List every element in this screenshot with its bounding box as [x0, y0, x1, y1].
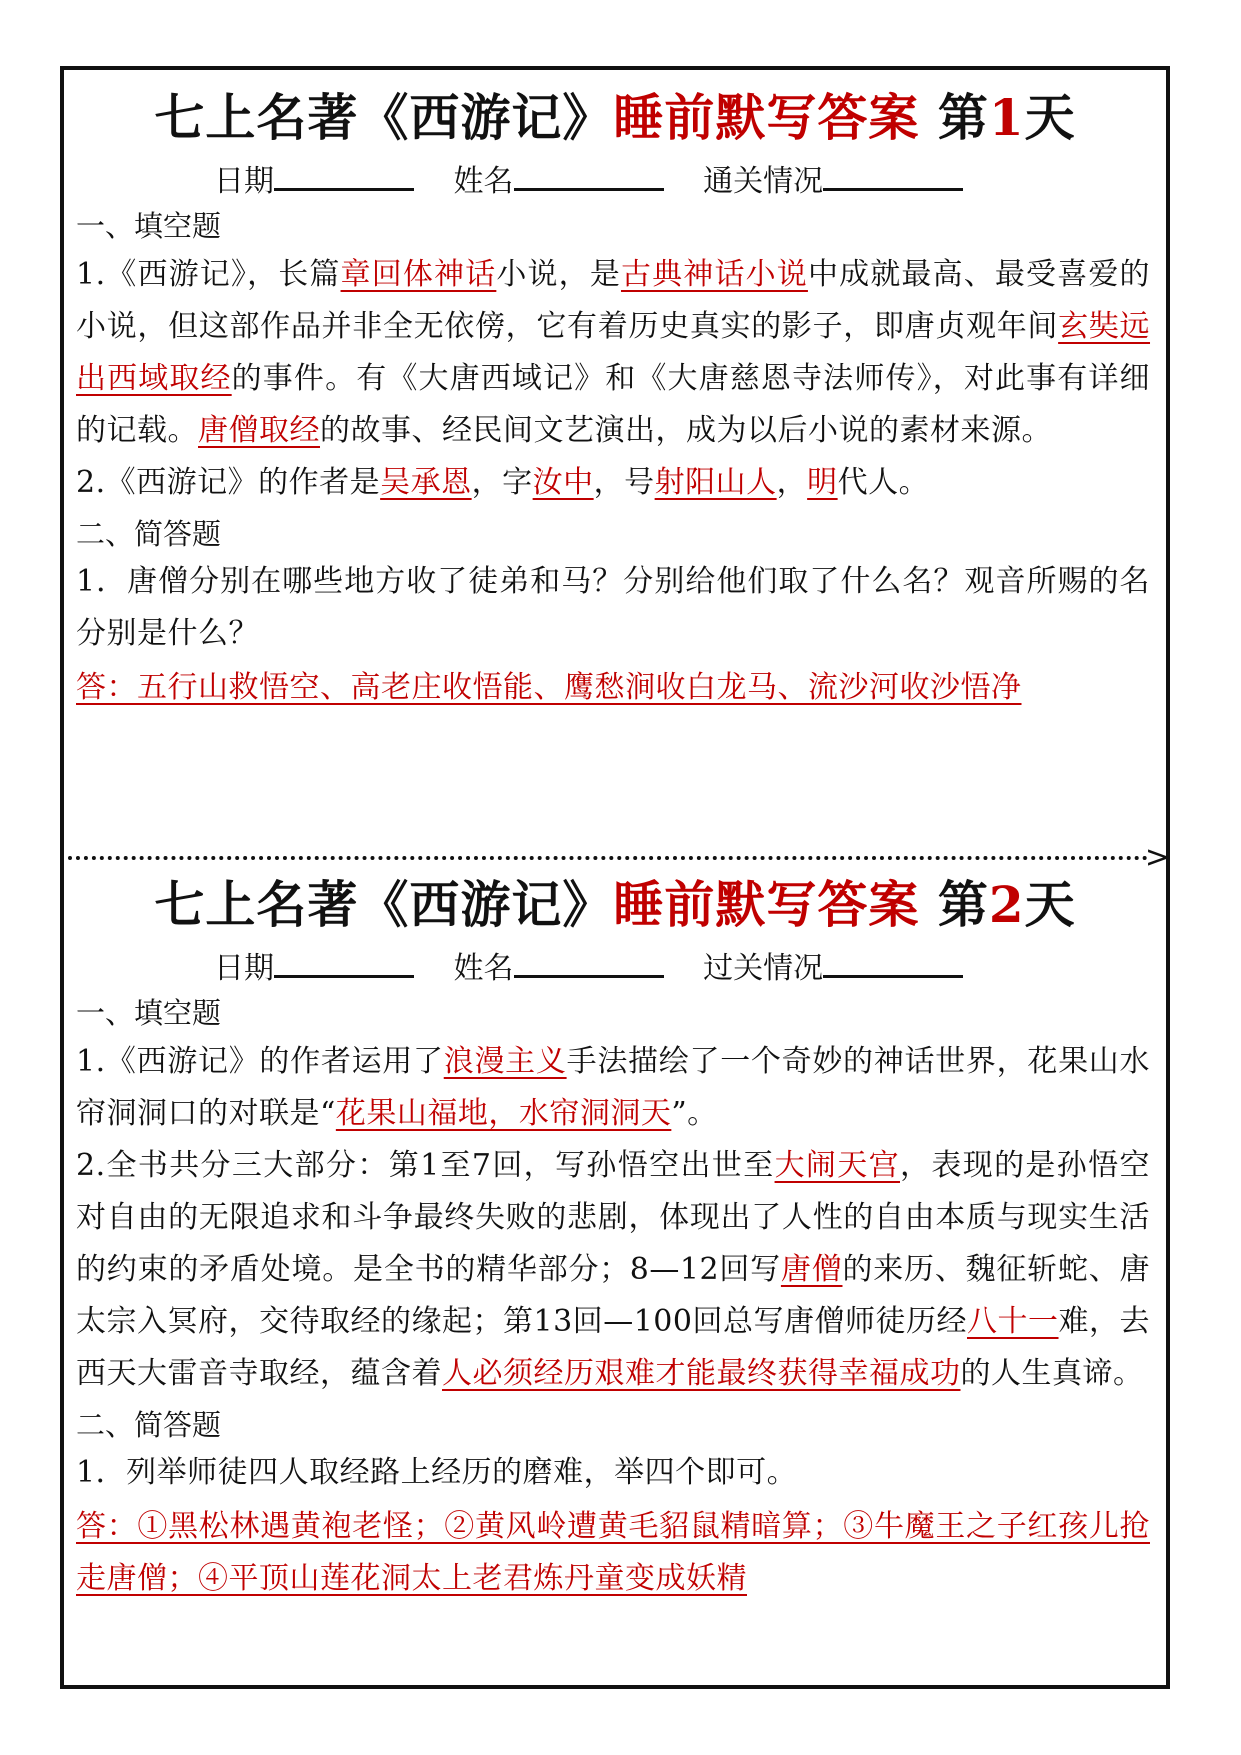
- day1-q2-text: 代人。: [837, 464, 930, 500]
- day2-q2-text: 2.全书共分三大部分：第1至7回，写孙悟空出世至: [76, 1147, 775, 1183]
- day1-name-blank[interactable]: [514, 158, 664, 191]
- day1-fill-heading: 一、填空题: [76, 209, 222, 243]
- day2-q2-answer3: 八十一: [967, 1303, 1059, 1339]
- day1-q2-answer3: 射阳山人: [654, 464, 777, 500]
- day2-name-label: 姓名: [453, 951, 514, 986]
- day2-title-day-number: 2: [988, 875, 1025, 934]
- day2-q3: 1．列举师徒四人取经路上经历的磨难，举四个即可。: [76, 1455, 798, 1490]
- arrow-right-icon: >: [1144, 840, 1170, 875]
- day1-meta-row: [214, 158, 1241, 201]
- day2-name-blank[interactable]: [514, 945, 664, 978]
- day2-q2-answer1: 大闹天宫: [774, 1147, 900, 1183]
- day1-name-label: 姓名: [453, 164, 514, 199]
- day1-q1-answer4: 唐僧取经: [198, 412, 320, 448]
- day1-q1: [64, 249, 1166, 457]
- day1-q3: 1．唐僧分别在哪些地方收了徒弟和马？分别给他们取了什么名？观音所赐的名分别是什么？: [76, 564, 1150, 651]
- day2-q1-text: ”。: [671, 1095, 718, 1131]
- day2-q2-text: 的人生真谛。: [960, 1355, 1144, 1391]
- day1-q1-text: 小说，是: [496, 256, 621, 292]
- day1-q1-answer2: 古典神话小说: [620, 256, 808, 292]
- day2-status-label: 过关情况: [703, 951, 824, 986]
- day2-q2-text: 难，去西天大雷音寺取经，蕴含着: [76, 1303, 1151, 1391]
- day2-date-blank[interactable]: [274, 945, 414, 978]
- day2-status-blank[interactable]: [823, 945, 963, 978]
- day2-fill-heading: 一、填空题: [76, 996, 222, 1030]
- day1-q1-text: 中成就最高、最受喜爱的小说，但这部作品并非全无依傍，它有着历史真实的影子，即唐贞观年间: [76, 256, 1151, 344]
- day1-q3-answer: 答：五行山救悟空、高老庄收悟能、鹰愁涧收白龙马、流沙河收沙悟净: [76, 670, 1022, 705]
- day1-date-blank[interactable]: [274, 158, 414, 191]
- day1-title-day-number: 1: [988, 88, 1025, 147]
- day2-q1-text: 手法描绘了一个奇妙的神话世界，花果山水帘洞洞口的对联是“: [76, 1043, 1151, 1131]
- day2-title-book: 七上名著《西游记》: [154, 875, 614, 934]
- day2-q1-answer2: 花果山福地，水帘洞洞天: [335, 1095, 672, 1131]
- day1-q2-text: ，: [776, 464, 808, 500]
- day1-q2-answer2: 汝中: [532, 464, 594, 500]
- day1-title: [64, 88, 1166, 148]
- day1-q2-text: 2.《西游记》的作者是: [76, 464, 381, 500]
- day2-section: [64, 875, 1166, 1605]
- day2-q3-answer: 答：①黑松林遇黄袍老怪；②黄风岭遭黄毛貂鼠精暗算；③牛魔王之子红孩儿抢走唐僧；④平顶山莲花洞太上老君炼丹童变成妖精: [76, 1509, 1150, 1596]
- day1-q2-answer1: 吴承恩: [380, 464, 472, 500]
- day1-status-blank[interactable]: [823, 158, 963, 191]
- day1-q1-answer1: 章回体神话: [340, 256, 497, 292]
- day1-q2-answer4: 明: [807, 464, 838, 500]
- day1-status-label: 通关情况: [703, 164, 824, 199]
- day1-title-book: 七上名著《西游记》: [154, 88, 614, 147]
- day1-q1-text: 的故事、经民间文艺演出，成为以后小说的素材来源。: [320, 412, 1052, 448]
- day2-q2-answer2: 唐僧: [780, 1251, 843, 1287]
- dotted-divider: [68, 840, 1170, 875]
- day1-title-answer: 睡前默写答案: [613, 88, 920, 147]
- day2-q2-text: ，表现的是孙悟空对自由的无限追求和斗争最终失败的悲剧，体现出了人性的自由本质与现实生活的约束的矛盾处境。是全书的精华部分；8—12回写: [76, 1147, 1151, 1287]
- day1-q2: [64, 457, 1166, 509]
- day2-title-day-prefix: 第: [937, 875, 989, 934]
- day2-q1-answer1: 浪漫主义: [443, 1043, 567, 1079]
- day2-q2-answer4: 人必须经历艰难才能最终获得幸福成功: [442, 1355, 961, 1391]
- day2-date-label: 日期: [214, 951, 274, 986]
- day1-q1-answer3: 玄奘远出西域取经: [76, 308, 1151, 396]
- day1-q1-text: 的事件。有《大唐西域记》和《大唐慈恩寺法师传》，对此事有详细的记载。: [76, 360, 1151, 448]
- day1-short-heading: 二、简答题: [76, 516, 222, 551]
- day1-q1-text: 1.《西游记》，长篇: [76, 256, 341, 292]
- day2-q2: [64, 1140, 1166, 1400]
- day1-q2-text: ，字: [471, 464, 533, 500]
- day2-q1: [64, 1036, 1166, 1140]
- day1-title-day-prefix: 第: [937, 88, 989, 147]
- day2-title-answer: 睡前默写答案: [613, 875, 920, 934]
- day2-short-heading: 二、简答题: [76, 1407, 222, 1442]
- day1-q2-text: ，号: [593, 464, 655, 500]
- day1-date-label: 日期: [214, 164, 274, 199]
- day2-meta-row: [214, 945, 1241, 988]
- day2-q1-text: 1.《西游记》的作者运用了: [76, 1043, 444, 1079]
- day1-title-day-suffix: 天: [1024, 88, 1076, 147]
- day1-section: [64, 88, 1166, 714]
- day2-title: [64, 875, 1166, 935]
- day2-q2-text: 的来历、魏征斩蛇、唐太宗入冥府，交待取经的缘起；第13回—100回总写唐僧师徒历经: [76, 1251, 1151, 1339]
- worksheet-frame: [60, 66, 1170, 1689]
- day2-title-day-suffix: 天: [1024, 875, 1076, 934]
